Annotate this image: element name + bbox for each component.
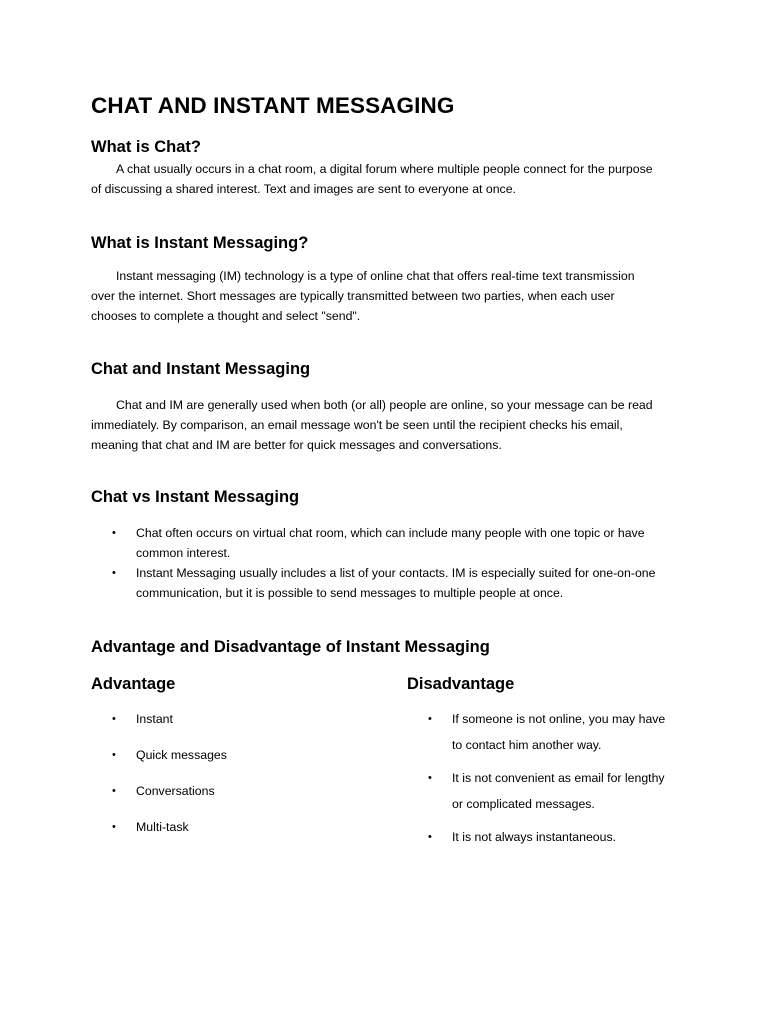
heading-what-is-chat: What is Chat?	[91, 138, 201, 156]
paragraph-what-is-im	[91, 266, 691, 326]
list-item	[91, 563, 711, 603]
list-item-text: Instant	[136, 712, 173, 726]
heading-disadvantage: Disadvantage	[407, 675, 515, 693]
list-item-text: Multi-task	[136, 820, 189, 834]
list-item-line: communication, but it is possible to send messages to multiple people at once.	[136, 586, 564, 600]
bullet-icon: •	[428, 713, 432, 725]
paragraph-what-is-chat	[91, 159, 691, 199]
list-item-line: Chat often occurs on virtual chat room, which can include many people with one topic or have	[136, 526, 645, 540]
list-item-line: If someone is not online, you may have	[452, 712, 666, 726]
list-item	[91, 745, 371, 765]
list-item	[91, 523, 711, 563]
document-title: CHAT AND INSTANT MESSAGING	[91, 93, 455, 118]
bullet-icon: •	[112, 749, 116, 761]
list-item-line: Instant Messaging usually includes a list of your contacts. IM is especially suited for one-on-one	[136, 566, 656, 580]
bullet-icon: •	[112, 785, 116, 797]
paragraph-line: of discussing a shared interest. Text and images are sent to everyone at once.	[91, 182, 516, 196]
heading-adv-disadv: Advantage and Disadvantage of Instant Messaging	[91, 638, 490, 656]
bullet-icon: •	[112, 821, 116, 833]
paragraph-chat-and-im	[91, 395, 691, 455]
list-item-line: common interest.	[136, 546, 231, 560]
list-item	[91, 781, 371, 801]
paragraph-line: chooses to complete a thought and select "send".	[91, 309, 361, 323]
paragraph-line: Chat and IM are generally used when both (or all) people are online, so your message can be read	[116, 398, 653, 412]
heading-advantage: Advantage	[91, 675, 176, 693]
heading-chat-vs-im: Chat vs Instant Messaging	[91, 488, 300, 506]
paragraph-line: meaning that chat and IM are better for quick messages and conversations.	[91, 438, 502, 452]
list-item	[91, 817, 371, 837]
list-item-line: to contact him another way.	[452, 738, 602, 752]
disadvantage-list	[407, 706, 737, 857]
heading-chat-and-im: Chat and Instant Messaging	[91, 360, 311, 378]
chat-vs-im-list	[91, 523, 711, 603]
heading-what-is-im: What is Instant Messaging?	[91, 234, 309, 252]
list-item	[407, 706, 737, 758]
list-item	[91, 709, 371, 729]
list-item-text: Conversations	[136, 784, 215, 798]
list-item-line: or complicated messages.	[452, 797, 595, 811]
list-item-line: It is not convenient as email for lengthy	[452, 771, 665, 785]
paragraph-line: A chat usually occurs in a chat room, a digital forum where multiple people connect for the purpose	[116, 162, 653, 176]
paragraph-line: immediately. By comparison, an email message won't be seen until the recipient checks his email,	[91, 418, 623, 432]
bullet-icon: •	[112, 567, 116, 579]
list-item	[407, 824, 737, 850]
list-item	[407, 765, 737, 817]
paragraph-line: Instant messaging (IM) technology is a type of online chat that offers real-time text transmission	[116, 269, 635, 283]
bullet-icon: •	[428, 772, 432, 784]
list-item-line: It is not always instantaneous.	[452, 830, 617, 844]
list-item-text: Quick messages	[136, 748, 227, 762]
bullet-icon: •	[428, 831, 432, 843]
advantage-list	[91, 709, 371, 853]
bullet-icon: •	[112, 527, 116, 539]
bullet-icon: •	[112, 713, 116, 725]
paragraph-line: over the internet. Short messages are typically transmitted between two parties, when each user	[91, 289, 615, 303]
